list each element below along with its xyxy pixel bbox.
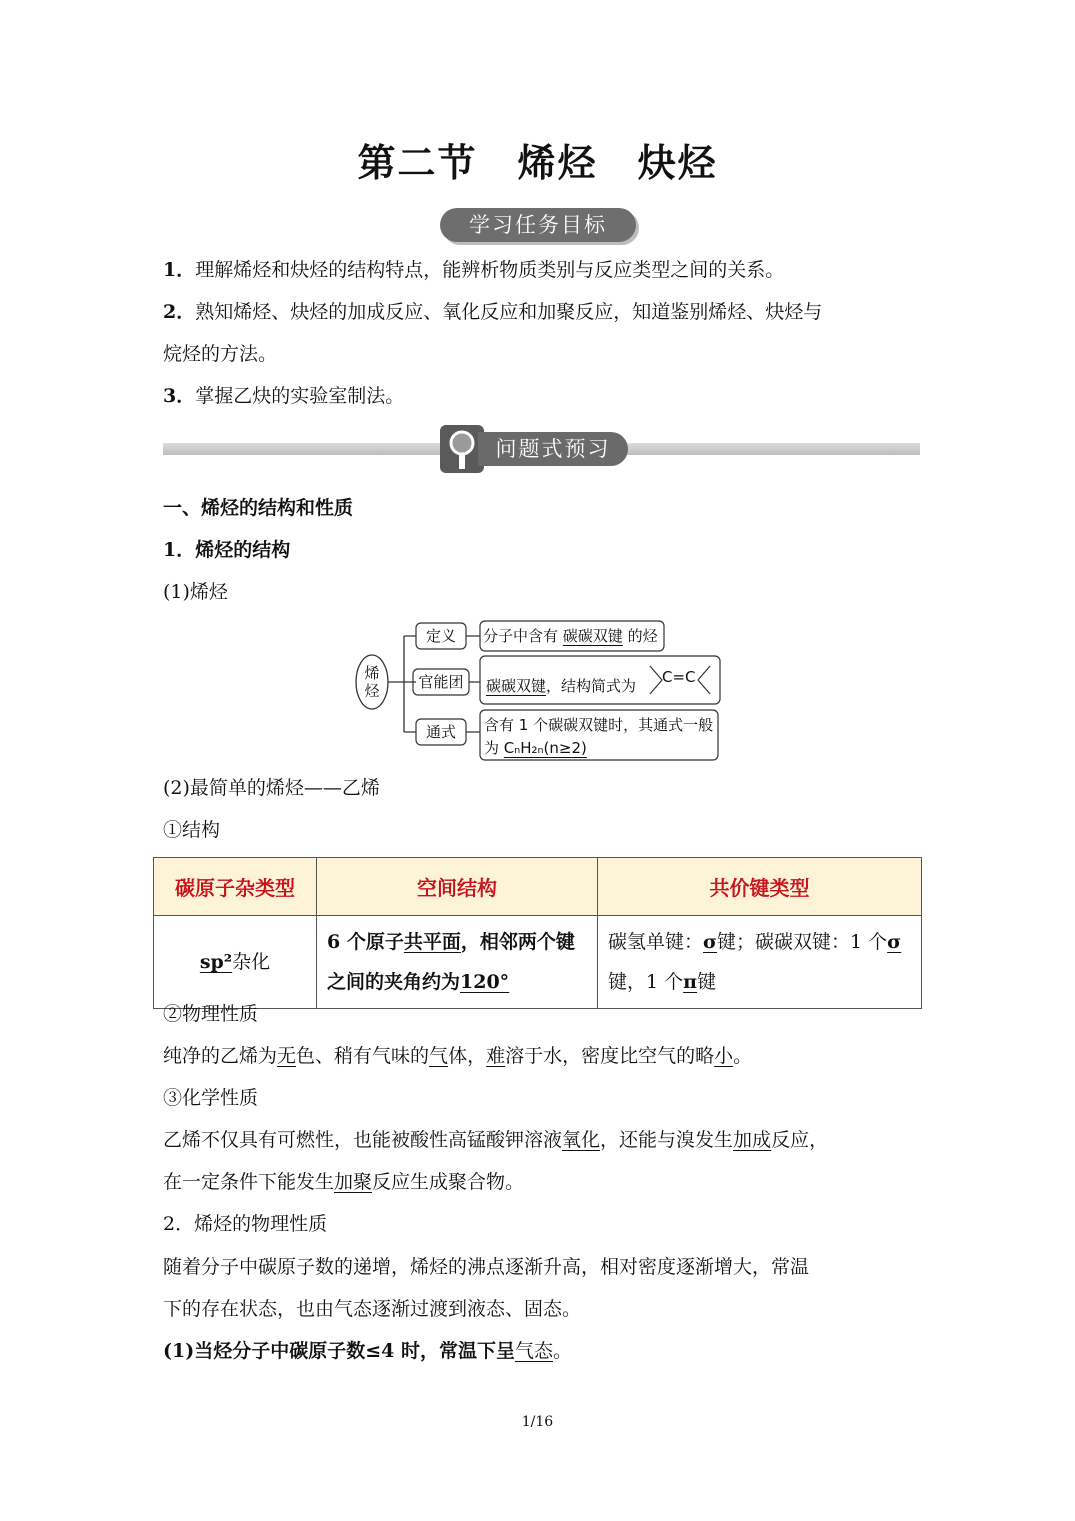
table-header: 碳原子杂类型 [154,858,317,916]
hybrid-cell: sp²杂化 [154,916,317,1009]
diagram-group-text: 碳碳双键，结构简式为 [486,677,637,695]
table-header-row [154,858,922,916]
page-title: 第二节 烯烃 炔烃 [357,141,718,185]
goals-badge: 学习任务目标 [440,208,636,242]
structure-label: ①结构 [163,819,221,841]
diagram-label-group: 官能团 [418,673,464,691]
bond-cell: 碳氢单键：σ键；碳碳双键：1 个σ键，1 个π键 [598,916,922,1009]
diagram-formula-text-1: 含有 1 个碳碳双键时，其通式一般 [484,716,714,734]
goal-2-cont: 烷烃的方法。 [163,343,278,365]
section-heading: 一、烯烃的结构和性质 [163,497,354,519]
double-bond-formula: C=C [662,668,696,686]
sub-heading-2: 2．烯烃的物理性质 [163,1213,328,1235]
diagram-def-text: 分子中含有 碳碳双键 的烃 [483,627,658,645]
chemical-label: ③化学性质 [163,1087,259,1109]
diagram-label-formula: 通式 [425,723,456,741]
diagram-label-def: 定义 [425,627,456,645]
physical-trend-item-1: (1)当烃分子中碳原子数≤4 时，常温下呈气态。 [163,1340,572,1362]
chemical-text-2: 在一定条件下能发生加聚反应生成聚合物。 [163,1171,525,1193]
sub-heading-1-1: (1)烯烃 [163,581,228,603]
table-header: 空间结构 [317,858,598,916]
ethylene-structure-table [153,857,922,1009]
goal-1: 1．理解烯烃和炔烃的结构特点，能辨析物质类别与反应类型之间的关系。 [163,259,785,281]
sub-heading-1: 1．烯烃的结构 [163,539,291,561]
physical-label: ②物理性质 [163,1003,259,1025]
page-number: 1/16 [521,1414,554,1430]
physical-trend-1: 随着分子中碳原子数的递增，烯烃的沸点逐渐升高，相对密度逐渐增大，常温 [163,1256,810,1278]
geometry-cell: 6 个原子共平面，相邻两个键之间的夹角约为120° [317,916,598,1009]
sub-heading-1-2: (2)最简单的烯烃——乙烯 [163,777,380,799]
diagram-formula-text-2: 为 CₙH₂ₙ(n≥2) [484,739,587,757]
diagram-root-label: 烯烃 [364,664,380,700]
goal-3: 3．掌握乙炔的实验室制法。 [163,385,405,407]
table-header: 共价键类型 [598,858,922,916]
diagram-connector [388,636,416,732]
physical-trend-2: 下的存在状态，也由气态逐渐过渡到液态、固态。 [163,1298,582,1320]
preview-badge: 问题式预习 [478,432,628,466]
table-row [154,916,922,1009]
chemical-text-1: 乙烯不仅具有可燃性，也能被酸性高锰酸钾溶液氧化，还能与溴发生加成反应， [163,1129,829,1151]
physical-text: 纯净的乙烯为无色、稍有气味的气体，难溶于水，密度比空气的略小。 [163,1045,753,1067]
goal-2: 2．熟知烯烃、炔烃的加成反应、氧化反应和加聚反应，知道鉴别烯烃、炔烃与 [163,301,823,323]
